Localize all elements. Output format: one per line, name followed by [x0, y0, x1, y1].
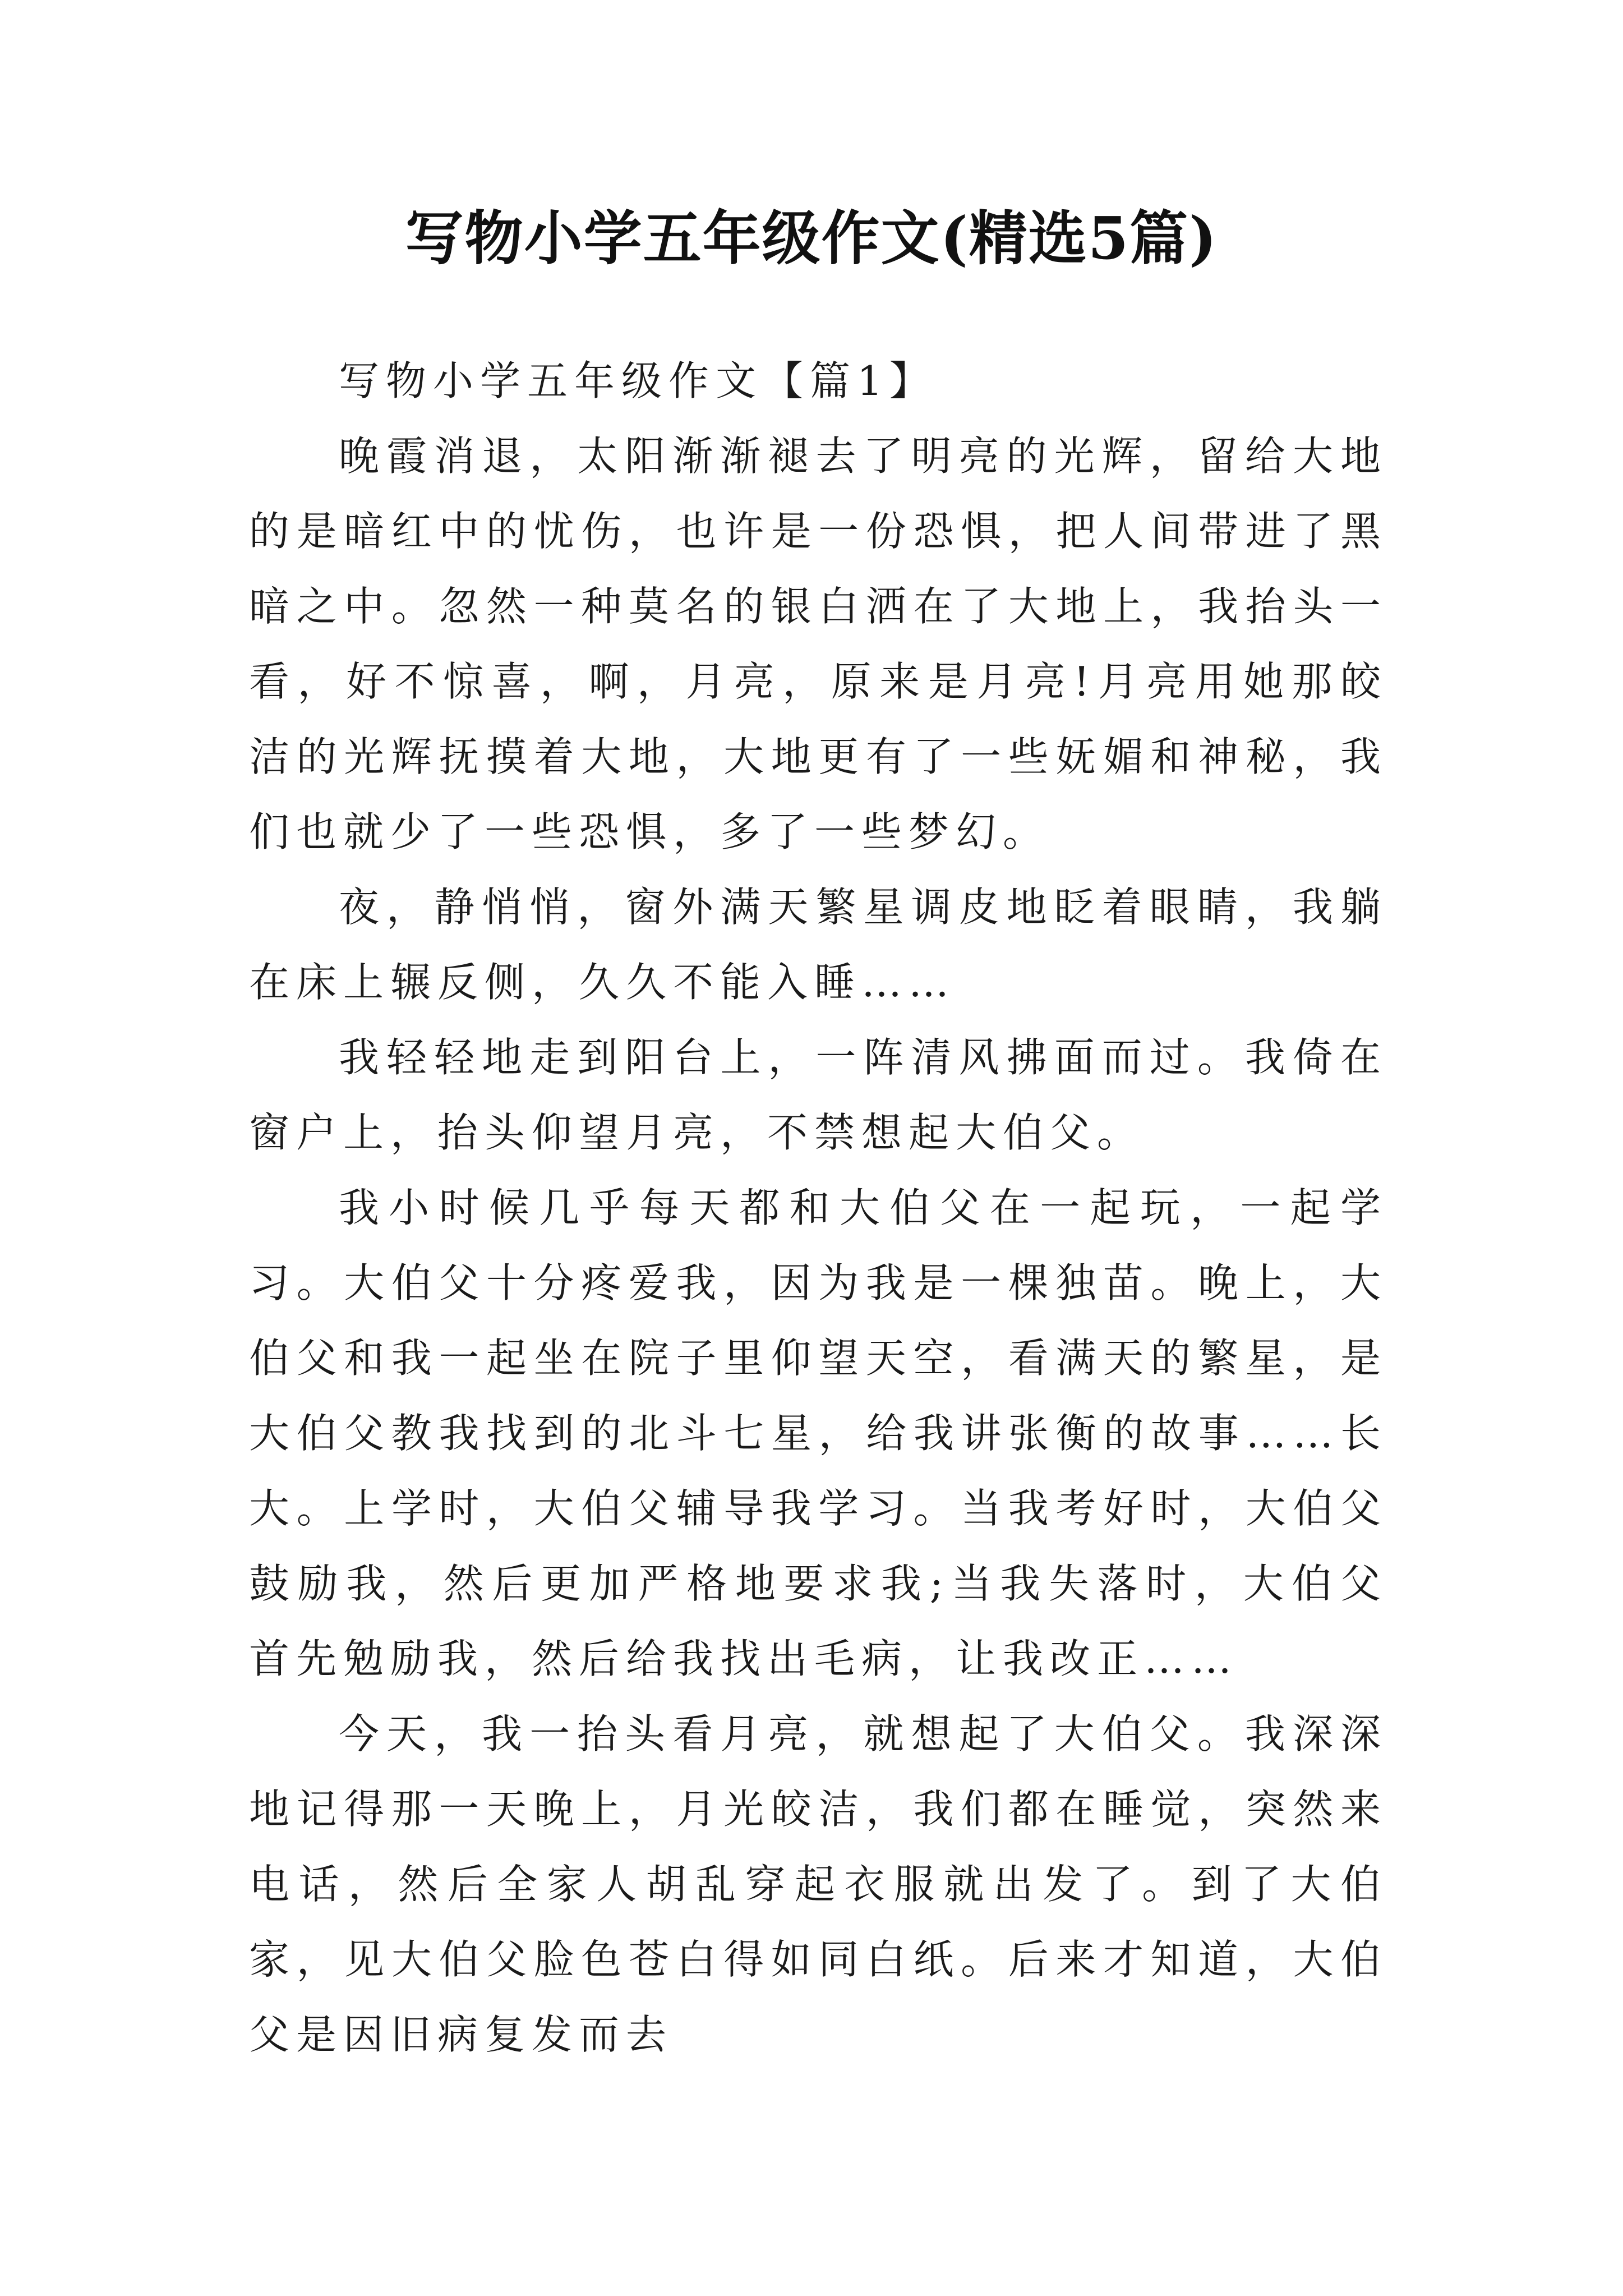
paragraph: 晚霞消退，太阳渐渐褪去了明亮的光辉，留给大地的是暗红中的忧伤，也许是一份恐惧，把人间带进了黑暗之中。忽然一种莫名的银白洒在了大地上，我抬头一看，好不惊喜，啊，月亮，原来是月亮!月亮用她那皎洁的光辉抚摸着大地，大地更有了一些妩媚和神秘，我们也就少了一些恐惧，多了一些梦幻。 [249, 432, 1387, 855]
section-heading: 写物小学五年级作文【篇1】 [339, 357, 937, 404]
document-body [249, 343, 1387, 2072]
paragraph: 我小时候几乎每天都和大伯父在一起玩，一起学习。大伯父十分疼爱我，因为我是一棵独苗。晚上，大伯父和我一起坐在院子里仰望天空，看满天的繁星，是大伯父教我找到的北斗七星，给我讲张衡的故事……长大。上学时，大伯父辅导我学习。当我考好时，大伯父鼓励我，然后更加严格地要求我;当我失落时，大伯父首先勉励我，然后给我找出毛病，让我改正…… [249, 1184, 1387, 1682]
document-title: 写物小学五年级作文(精选5篇) [405, 204, 1218, 273]
paragraph: 今天，我一抬头看月亮，就想起了大伯父。我深深地记得那一天晚上，月光皎洁，我们都在睡觉，突然来电话，然后全家人胡乱穿起衣服就出发了。到了大伯家，见大伯父脸色苍白得如同白纸。后来才知道，大伯父是因旧病复发而去 [249, 1710, 1387, 2058]
paragraph: 夜，静悄悄，窗外满天繁星调皮地眨着眼睛，我躺在床上辗反侧，久久不能入睡…… [249, 884, 1387, 1006]
paragraph: 我轻轻地走到阳台上，一阵清风拂面而过。我倚在窗户上，抬头仰望月亮，不禁想起大伯父。 [249, 1034, 1387, 1156]
